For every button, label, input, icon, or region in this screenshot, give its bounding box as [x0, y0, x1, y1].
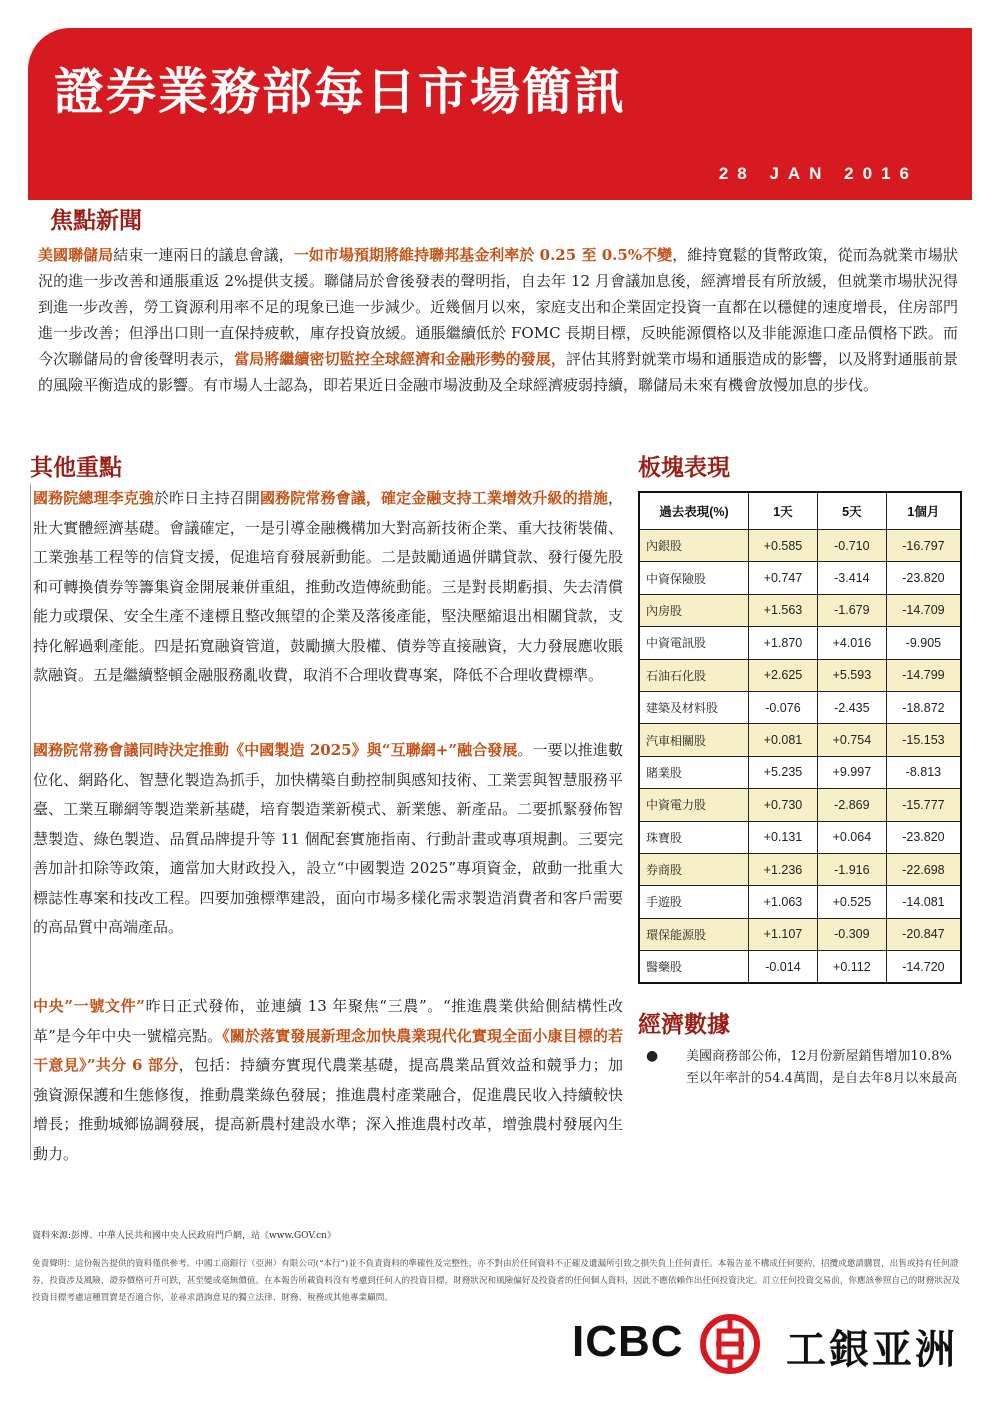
table-row [639, 659, 961, 691]
table-row [639, 918, 961, 950]
bullet-icon: ● [646, 1048, 659, 1064]
performance-value-cell: +0.747 [749, 562, 818, 594]
table-row [639, 821, 961, 853]
performance-value-cell: +5.593 [817, 659, 886, 691]
sector-name-cell: 石油石化股 [639, 659, 749, 691]
other-text: 。一要以推進數位化、網路化、智慧化製造為抓手，加快構築自動控制與感知技術、工業雲與智慧服務平臺、工業互聯網等製造業新基礎，培育製造業新模式、新業態、新產品。二要抓緊發佈智慧製造、綠色製造、品質品牌提升等 11 個配套實施指南、行動計畫或專項規劃。三要完善加計扣除等政策，適當加大財政投入，設立“中國製造 2025”專項資金，啟動一批重大標誌性專案和技改工程。四要加強標準建設，面向市場多樣化需求製造消費者和客戶需要的高品質中高端產品。 [33, 741, 623, 936]
table-row [639, 691, 961, 723]
table-row [639, 530, 961, 562]
table-row [639, 789, 961, 821]
performance-value-cell: -23.820 [886, 821, 961, 853]
sector-name-cell: 中資電力股 [639, 789, 749, 821]
focus-highlight: 美國聯儲局 [38, 246, 114, 264]
performance-value-cell: -0.014 [749, 951, 818, 984]
column-header: 過去表現(%) [639, 492, 749, 530]
performance-value-cell: +0.112 [817, 951, 886, 984]
other-highlight: 國務院常務會議同時決定推動《中國製造 2025》與“互聯網+”融合發展 [33, 741, 518, 759]
other-highlights-heading: 其他重點 [30, 455, 122, 481]
performance-value-cell: +1.107 [749, 918, 818, 950]
performance-value-cell: +0.131 [749, 821, 818, 853]
sector-name-cell: 汽車相關股 [639, 724, 749, 756]
sector-name-cell: 醫藥股 [639, 951, 749, 984]
focus-highlight: 當局將繼續密切監控全球經濟和金融形勢的發展， [234, 350, 566, 368]
sector-name-cell: 珠寶股 [639, 821, 749, 853]
other-highlights-column [30, 484, 624, 1163]
performance-value-cell: +0.525 [817, 886, 886, 918]
performance-value-cell: -23.820 [886, 562, 961, 594]
table-row [639, 724, 961, 756]
performance-value-cell: -9.905 [886, 627, 961, 659]
performance-value-cell: -0.710 [817, 530, 886, 562]
icbc-logo-icon [698, 1312, 762, 1376]
sector-performance-table [638, 491, 962, 984]
table-row [639, 951, 961, 984]
sector-name-cell: 中資電訊股 [639, 627, 749, 659]
table-row [639, 886, 961, 918]
performance-value-cell: +0.754 [817, 724, 886, 756]
icbc-logo-text: ICBC [572, 1317, 684, 1366]
performance-value-cell: -15.777 [886, 789, 961, 821]
other-highlight: 國務院總理李克強 [33, 489, 155, 507]
sector-name-cell: 手遊股 [639, 886, 749, 918]
economic-data-heading: 經濟數據 [638, 1012, 730, 1038]
table-row [639, 853, 961, 885]
other-text: ，壯大實體經濟基礎。會議確定，一是引導金融機構加大對高新技術企業、重大技術裝備、工業強基工程等的信貸支援，促進培育發展新動能。二是鼓勵通過併購貸款、發行優先股和可轉換債券等籌集資金開展兼併重組，推動改造傳統動能。三是對長期虧損、失去清償能力或環保、安全生產不達標且整改無望的企業及落後產能，堅決壓縮退出相關貸款，支持化解過剩產能。四是拓寬融資管道，鼓勵擴大股權、債券等直接融資，大力發展應收賬款融資。五是繼續整頓金融服務亂收費，取消不合理收費專案，降低不合理收費標準。 [33, 489, 623, 684]
economic-data-item: 美國商務部公佈，12月份新屋銷售增加10.8%至以年率計的54.4萬間，是自去年8月以來最高 [686, 1049, 958, 1086]
focus-highlight: 一如市場預期將維持聯邦基金利率於 0.25 至 0.5%不變 [293, 246, 673, 264]
performance-value-cell: +1.236 [749, 853, 818, 885]
report-date: 28 JAN 2016 [718, 164, 918, 183]
performance-value-cell: -14.709 [886, 594, 961, 626]
performance-value-cell: -20.847 [886, 918, 961, 950]
other-highlight: 國務院常務會議，確定金融支持工業增效升級的措施 [259, 489, 608, 507]
sector-name-cell: 中資保險股 [639, 562, 749, 594]
performance-value-cell: -18.872 [886, 691, 961, 723]
sector-name-cell: 賭業股 [639, 756, 749, 788]
column-header: 1個月 [886, 492, 961, 530]
table-row [639, 594, 961, 626]
table-header-row [639, 492, 961, 530]
focus-text: 評估其將對就業市場和通脹造成的影響，以及將對通脹前景的風險平衡造成的影響。有市場人士認為，即若果近日金融市場波動及全球經濟疲弱持續，聯儲局未來有機會放慢加息的步伐。 [38, 350, 958, 394]
performance-value-cell: +0.585 [749, 530, 818, 562]
other-paragraph-3 [33, 992, 623, 1169]
other-highlight: 中央”一號文件” [33, 997, 145, 1015]
other-paragraph-2 [33, 736, 623, 943]
performance-value-cell: +1.063 [749, 886, 818, 918]
performance-value-cell: +9.997 [817, 756, 886, 788]
performance-value-cell: +0.730 [749, 789, 818, 821]
source-note: 資料來源:彭博、中華人民共和國中央人民政府門戶網，站《www.GOV.cn》 [32, 1231, 336, 1241]
performance-value-cell: -14.081 [886, 886, 961, 918]
performance-value-cell: +0.081 [749, 724, 818, 756]
performance-value-cell: -0.309 [817, 918, 886, 950]
performance-value-cell: -3.414 [817, 562, 886, 594]
other-text: ，包括：持續夯實現代農業基礎，提高農業品質效益和競爭力；加強資源保護和生態修復，推動農業綠色發展；推進農村產業融合，促進農民收入持續較快增長；推動城鄉協調發展，提高新農村建設水準；深入推進農村改革，增強農村發展內生動力。 [33, 1056, 623, 1163]
table-row [639, 562, 961, 594]
sector-name-cell: 內房股 [639, 594, 749, 626]
sector-name-cell: 建築及材料股 [639, 691, 749, 723]
sector-name-cell: 環保能源股 [639, 918, 749, 950]
performance-value-cell: -14.720 [886, 951, 961, 984]
performance-value-cell: -22.698 [886, 853, 961, 885]
other-paragraph-1 [33, 484, 623, 691]
disclaimer: 免責聲明：這份報告提供的資料僅供參考。中國工商銀行（亞洲）有限公司(“本行”)並不負責資料的準確性及完整性，亦不對由於任何資料不正確及遺漏所引致之損失負上任何責任。本報告並不構成任何要約，招攬或邀請購買，出售或持有任何證券，投資涉及風險，證券價格可升可跌，甚至變成毫無價值。在本報告所載資料沒有考慮到任何人的投資目標，財務狀況和風險偏好及投資者的任何個人資料，因此不應依賴作出任何投資決定。訂立任何投資交易前，你應該參照自己的財務狀況及投資目標考慮這種買賣是否適合你，並尋求諮詢意見的獨立法律、財務、稅務或其他專業顧問。 [32, 1259, 961, 1303]
performance-value-cell: +0.064 [817, 821, 886, 853]
other-highlight: 《關於落實發展新理念加快農業現代化實現全面小康目標的若干意見》”共分 6 部分 [33, 1026, 623, 1074]
performance-value-cell: -16.797 [886, 530, 961, 562]
performance-value-cell: -15.153 [886, 724, 961, 756]
focus-text: ，維持寬鬆的貨幣政策，從而為就業市場狀況的進一步改善和通脹重返 2%提供支援。聯儲局於會後發表的聲明指，自去年 12 月會議加息後，經濟增長有所放緩，但就業市場狀況得到進一步改善，勞工資源利用率不足的現象已進一步減少。近幾個月以來，家庭支出和企業固定投資一直都在以穩健的速度增長，住房部門進一步改善；但淨出口則一直保持疲軟，庫存投資放緩。通脹繼續低於 FOMC 長期目標，反映能源價格以及非能源進口產品價格下跌。而今次聯儲局的會後聲明表示， [38, 246, 958, 368]
table-row [639, 627, 961, 659]
page-title: 證券業務部每日市場簡訊 [54, 63, 626, 121]
performance-value-cell: -2.435 [817, 691, 886, 723]
sector-name-cell: 券商股 [639, 853, 749, 885]
performance-value-cell: -8.813 [886, 756, 961, 788]
performance-value-cell: +5.235 [749, 756, 818, 788]
performance-value-cell: -2.869 [817, 789, 886, 821]
focus-news-body [38, 242, 958, 398]
performance-value-cell: +1.563 [749, 594, 818, 626]
other-text: 昨日正式發佈，並連續 13 年聚焦“三農”。“推進農業供給側結構性改革”是今年中央一號檔亮點。 [33, 997, 623, 1045]
sector-name-cell: 內銀股 [639, 530, 749, 562]
focus-news-heading: 焦點新聞 [50, 208, 142, 234]
performance-value-cell: +4.016 [817, 627, 886, 659]
performance-value-cell: +2.625 [749, 659, 818, 691]
performance-value-cell: +1.870 [749, 627, 818, 659]
performance-value-cell: -0.076 [749, 691, 818, 723]
column-header: 1天 [749, 492, 818, 530]
sector-performance-heading: 板塊表現 [638, 455, 730, 481]
focus-text: 結束一連兩日的議息會議， [113, 246, 294, 264]
column-header: 5天 [817, 492, 886, 530]
performance-value-cell: -14.799 [886, 659, 961, 691]
performance-value-cell: -1.679 [817, 594, 886, 626]
performance-value-cell: -1.916 [817, 853, 886, 885]
table-row [639, 756, 961, 788]
other-text: 於昨日主持召開 [154, 489, 260, 507]
icbc-asia-logo-text: 工銀亚洲 [786, 1327, 958, 1373]
